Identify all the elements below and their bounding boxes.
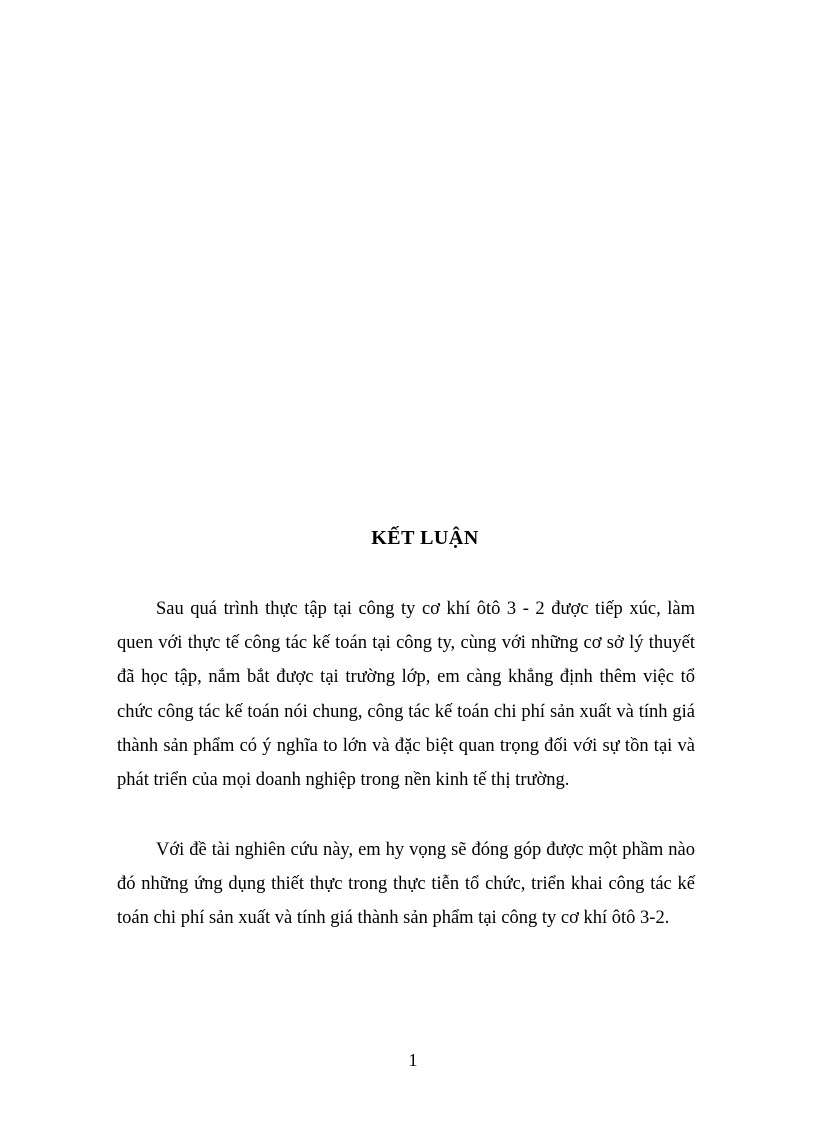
body-paragraph-1: Sau quá trình thực tập tại công ty cơ khí ôtô 3 - 2 được tiếp xúc, làm quen với thực tế công tác kế toán tại công ty, cùng với những cơ sở lý thuyết đã học tập, nắm bắt được tại trường lớp, em càng khẳng định thêm việc tổ chức công tác kế toán nói chung, công tác kế toán chi phí sản xuất và tính giá thành sản phẩm có ý nghĩa to lớn và đặc biệt quan trọng đối với sự tồn tại và phát triển của mọi doanh nghiệp trong nền kinh tế thị trường.: [117, 599, 695, 791]
page-title: KẾT LUẬN: [371, 527, 479, 549]
page-number: 1: [408, 1050, 418, 1070]
body-paragraph-2: Với đề tài nghiên cứu này, em hy vọng sẽ đóng góp được một phầm nào đó những ứng dụng thiết thực trong thực tiễn tổ chức, triển khai công tác kế toán chi phí sản xuất và tính giá thành sản phẩm tại công ty cơ khí ôtô 3-2.: [117, 840, 695, 929]
